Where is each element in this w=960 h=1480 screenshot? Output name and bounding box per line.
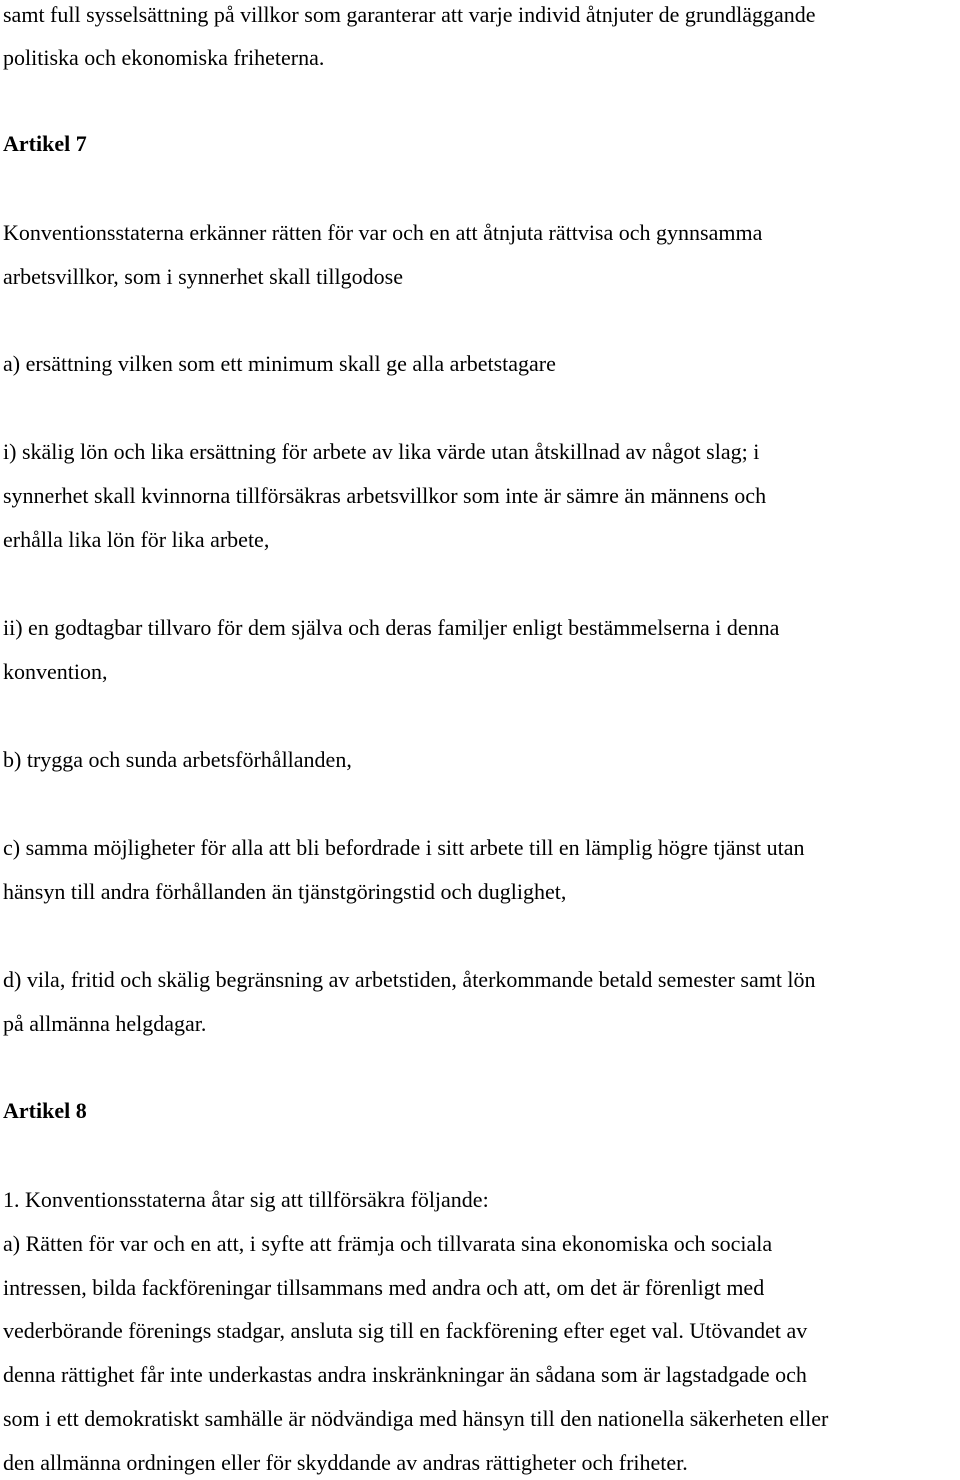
text-line: 1. Konventionsstaterna åtar sig att tillförsäkra följande: [3,1187,489,1212]
text-line: Konventionsstaterna erkänner rätten för var och en att åtnjuta rättvisa och gynnsamma [3,220,763,245]
text-line: ii) en godtagbar tillvaro för dem själva och deras familjer enligt bestämmelserna i denna [3,615,780,640]
text-line: som i ett demokratiskt samhälle är nödvändiga med hänsyn till den nationella säkerheten eller [3,1406,829,1431]
text-line: konvention, [3,659,108,684]
heading-artikel-7: Artikel 7 [3,131,87,156]
text-line: på allmänna helgdagar. [3,1011,207,1036]
text-line: denna rättighet får inte underkastas andra inskränkningar än sådana som är lagstadgade och [3,1362,807,1387]
text-line: i) skälig lön och lika ersättning för arbete av lika värde utan åtskillnad av något slag; i [3,439,760,464]
text-line: intressen, bilda fackföreningar tillsammans med andra och att, om det är förenligt med [3,1275,765,1300]
text-line: c) samma möjligheter för alla att bli befordrade i sitt arbete till en lämplig högre tjänst utan [3,835,805,860]
text-line: den allmänna ordningen eller för skyddande av andras rättigheter och friheter. [3,1450,688,1475]
text-line: synnerhet skall kvinnorna tillförsäkras arbetsvillkor som inte är sämre än männens och [3,483,767,508]
text-line: samt full sysselsättning på villkor som garanterar att varje individ åtnjuter de grundläggande [3,2,816,27]
text-line: hänsyn till andra förhållanden än tjänstgöringstid och duglighet, [3,879,567,904]
text-line: politiska och ekonomiska friheterna. [3,45,325,70]
text-line: arbetsvillkor, som i synnerhet skall tillgodose [3,264,403,289]
text-line: vederbörande förenings stadgar, ansluta sig till en fackförening efter eget val. Utövandet av [3,1318,808,1343]
text-line: a) ersättning vilken som ett minimum skall ge alla arbetstagare [3,351,556,376]
text-line: erhålla lika lön för lika arbete, [3,527,270,552]
text-line: b) trygga och sunda arbetsförhållanden, [3,747,352,772]
text-line: d) vila, fritid och skälig begränsning av arbetstiden, återkommande betald semester samt lön [3,967,816,992]
text-line: a) Rätten för var och en att, i syfte att främja och tillvarata sina ekonomiska och sociala [3,1231,773,1256]
heading-artikel-8: Artikel 8 [3,1098,87,1123]
